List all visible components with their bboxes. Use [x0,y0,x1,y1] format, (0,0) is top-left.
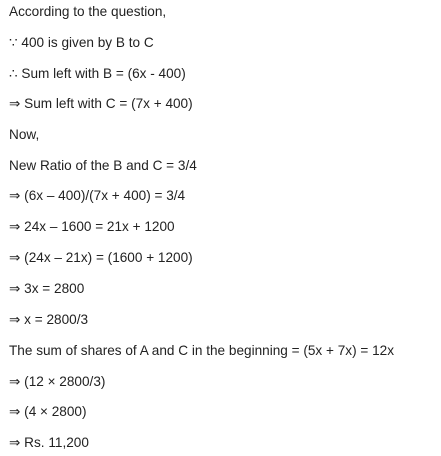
solution-line: ⇒ (24x – 21x) = (1600 + 1200) [9,250,193,265]
solution-line: ⇒ 24x – 1600 = 21x + 1200 [9,219,175,234]
solution-line: ∵ 400 is given by B to C [9,35,154,50]
solution-line: ⇒ (12 × 2800/3) [9,374,106,389]
solution-line: ⇒ (4 × 2800) [9,404,87,419]
solution-line: ⇒ Rs. 11,200 [9,435,89,450]
solution-line: ⇒ Sum left with C = (7x + 400) [9,96,193,111]
solution-line: ∴ Sum left with B = (6x - 400) [9,66,186,81]
solution-line: The sum of shares of A and C in the beginning = (5x + 7x) = 12x [9,343,395,358]
solution-line: ⇒ (6x – 400)/(7x + 400) = 3/4 [9,188,186,203]
solution-line: According to the question, [9,4,167,19]
solution-line: ⇒ 3x = 2800 [9,281,85,296]
solution-line: New Ratio of the B and C = 3/4 [9,158,197,173]
solution-line: Now, [9,127,40,142]
solution-line: ⇒ x = 2800/3 [9,312,89,327]
